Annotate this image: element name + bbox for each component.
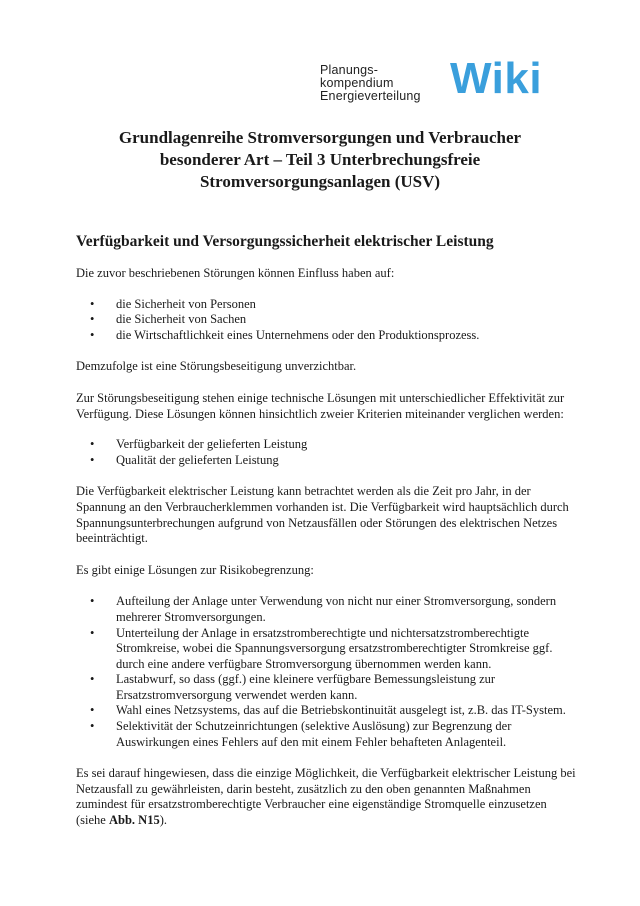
list-item: • Verfügbarkeit der gelieferten Leistung [76,437,576,453]
title-line-1: Grundlagenreihe Stromversorgungen und Verbraucher [118,128,522,147]
list-item: • Qualität der gelieferten Leistung [76,453,576,469]
conclusion-end: ). [159,813,167,828]
list-item: • die Sicherheit von Personen [76,297,576,313]
title-line-2: besonderer Art – Teil 3 Unterbrechungsfreie [159,150,481,169]
list-item: • Lastabwurf, so dass (ggf.) eine kleinere verfügbare Bemessungsleistung zur Ersatzstromversorgung verwendet werden kann. [76,672,576,703]
impact-list [76,297,576,344]
logo-wordmark [320,64,421,103]
list-item: • Wahl eines Netzsystems, das auf die Betriebskontinuität ausgelegt ist, z.B. das IT-System. [76,703,576,719]
section-heading: Verfügbarkeit und Versorgungssicherheit elektrischer Leistung [76,233,494,250]
paragraph-availability: Die Verfügbarkeit elektrischer Leistung kann betrachtet werden als die Zeit pro Jahr, in der Spannung an den Verbraucherklemmen vorhanden ist. Die Verfügbarkeit wird hauptsächlich durch Spannungsunterbrechungen aufgrund von Netzausfällen oder Störungen des elektrischen Netzes beeinträchtigt. [76,484,569,546]
conclusion-text: Es sei darauf hingewiesen, dass die einzige Möglichkeit, die Verfügbarkeit elektrischer Leistung bei Netzausfall zu gewährleisten, darin besteht, zusätzlich zu den oben genannten Maßnahmen zumindest für ersatzstromberechtigte Verbraucher eine eigenständige Stromquelle einzusetzen (siehe [76,766,576,828]
criteria-list [76,437,576,468]
logo-wiki: Wiki [450,54,543,103]
body-text [76,266,576,829]
logo-line-2: kompendium [320,76,394,90]
paragraph-intro: Die zuvor beschriebenen Störungen können Einfluss haben auf: [76,266,395,280]
list-item: • die Wirtschaftlichkeit eines Unternehmens oder den Produktionsprozess. [76,328,576,344]
figure-reference: Abb. N15 [108,813,160,828]
paragraph-solutions: Zur Störungsbeseitigung stehen einige technische Lösungen mit unterschiedlicher Effektivität zur Verfügung. Diese Lösungen können hinsichtlich zweier Kriterien miteinander verglichen werden: [76,390,565,421]
page-title [60,127,580,193]
list-item: • die Sicherheit von Sachen [76,312,576,328]
paragraph-consequence: Demzufolge ist eine Störungsbeseitigung unverzichtbar. [76,359,357,374]
risk-solutions-list [76,594,576,750]
list-item: • Aufteilung der Anlage unter Verwendung von nicht nur einer Stromversorgung, sondern mehrerer Stromversorgungen. [76,594,576,625]
paragraph-conclusion [76,766,576,828]
title-line-3: Stromversorgungsanlagen (USV) [199,172,441,191]
list-item: • Selektivität der Schutzeinrichtungen (selektive Auslösung) zur Begrenzung der Auswirkungen eines Fehlers auf den mit einem Fehler behafteten Anlagenteil. [76,719,576,750]
logo [320,54,570,110]
logo-line-3: Energieverteilung [320,89,421,103]
logo-line-1: Planungs- [320,63,379,77]
list-item: • Unterteilung der Anlage in ersatzstromberechtigte und nichtersatzstromberechtigte Stromkreise, wobei die Spannungsversorgung ersatzstromberechtigter Stromkreise ggf. durch eine andere verfügbare Stromversorgung übernommen werden kann. [76,626,576,673]
paragraph-risk: Es gibt einige Lösungen zur Risikobegrenzung: [76,562,314,577]
